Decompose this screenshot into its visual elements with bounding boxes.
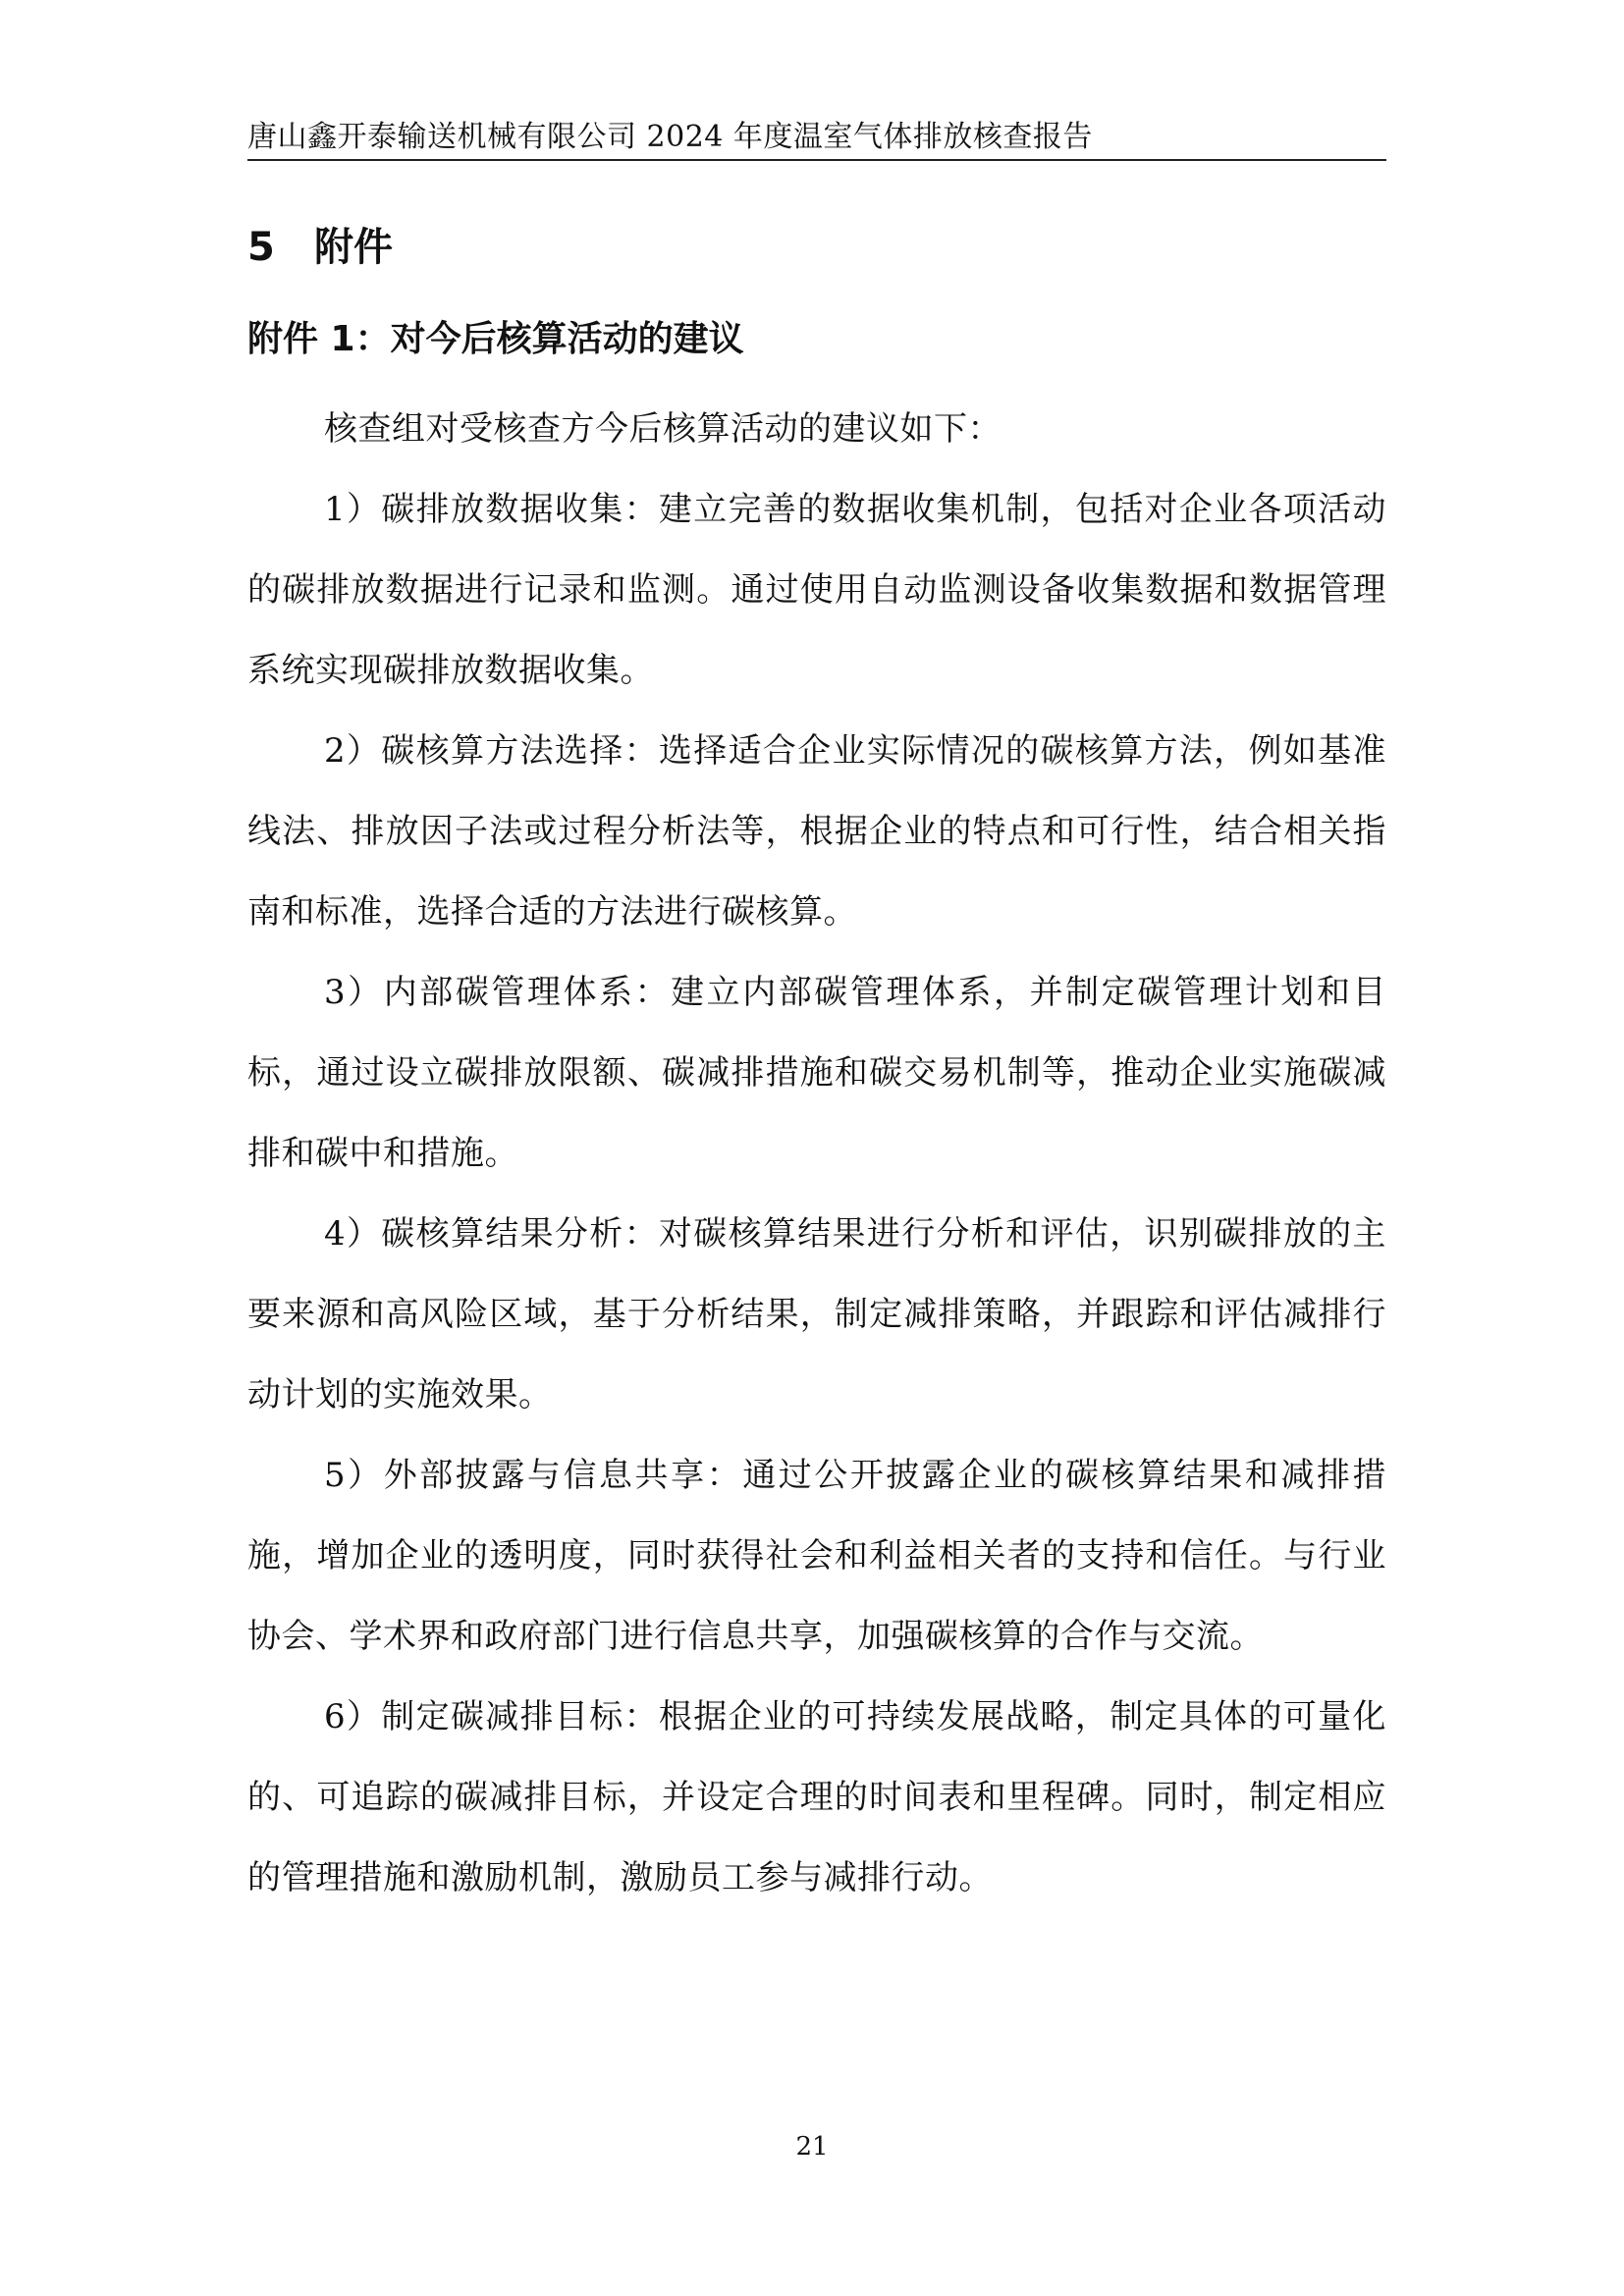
page-content bbox=[247, 218, 1386, 1918]
section-title: 附件 bbox=[314, 225, 393, 270]
page-number: 21 bbox=[795, 2132, 829, 2162]
recommendation-paragraph: 4）碳核算结果分析：对碳核算结果进行分析和评估，识别碳排放的主要来源和高风险区域，基于分析结果，制定减排策略，并跟踪和评估减排行动计划的实施效果。 bbox=[247, 1214, 1386, 1415]
recommendation-paragraph: 2）碳核算方法选择：选择适合企业实际情况的碳核算方法，例如基准线法、排放因子法或过程分析法等，根据企业的特点和可行性，结合相关指南和标准，选择合适的方法进行碳核算。 bbox=[247, 731, 1386, 932]
recommendation-paragraph: 6）制定碳减排目标：根据企业的可持续发展战略，制定具体的可量化的、可追踪的碳减排目标，并设定合理的时间表和里程碑。同时，制定相应的管理措施和激励机制，激励员工参与减排行动。 bbox=[247, 1697, 1386, 1897]
recommendation-paragraph: 3）内部碳管理体系：建立内部碳管理体系，并制定碳管理计划和目标，通过设立碳排放限额、碳减排措施和碳交易机制等，推动企业实施碳减排和碳中和措施。 bbox=[247, 973, 1386, 1173]
running-header: 唐山鑫开泰输送机械有限公司 2024 年度温室气体排放核查报告 bbox=[247, 120, 1093, 154]
header-divider bbox=[247, 159, 1386, 161]
appendix-heading: 附件 1：对今后核算活动的建议 bbox=[247, 319, 744, 359]
recommendation-paragraph: 1）碳排放数据收集：建立完善的数据收集机制，包括对企业各项活动的碳排放数据进行记录和监测。通过使用自动监测设备收集数据和数据管理系统实现碳排放数据收集。 bbox=[247, 490, 1386, 690]
section-number: 5 bbox=[247, 225, 275, 270]
recommendation-paragraph: 5）外部披露与信息共享：通过公开披露企业的碳核算结果和减排措施，增加企业的透明度，同时获得社会和利益相关者的支持和信任。与行业协会、学术界和政府部门进行信息共享，加强碳核算的合作与交流。 bbox=[247, 1456, 1386, 1656]
section-heading bbox=[247, 218, 1386, 277]
intro-paragraph: 核查组对受核查方今后核算活动的建议如下： bbox=[324, 409, 1001, 449]
